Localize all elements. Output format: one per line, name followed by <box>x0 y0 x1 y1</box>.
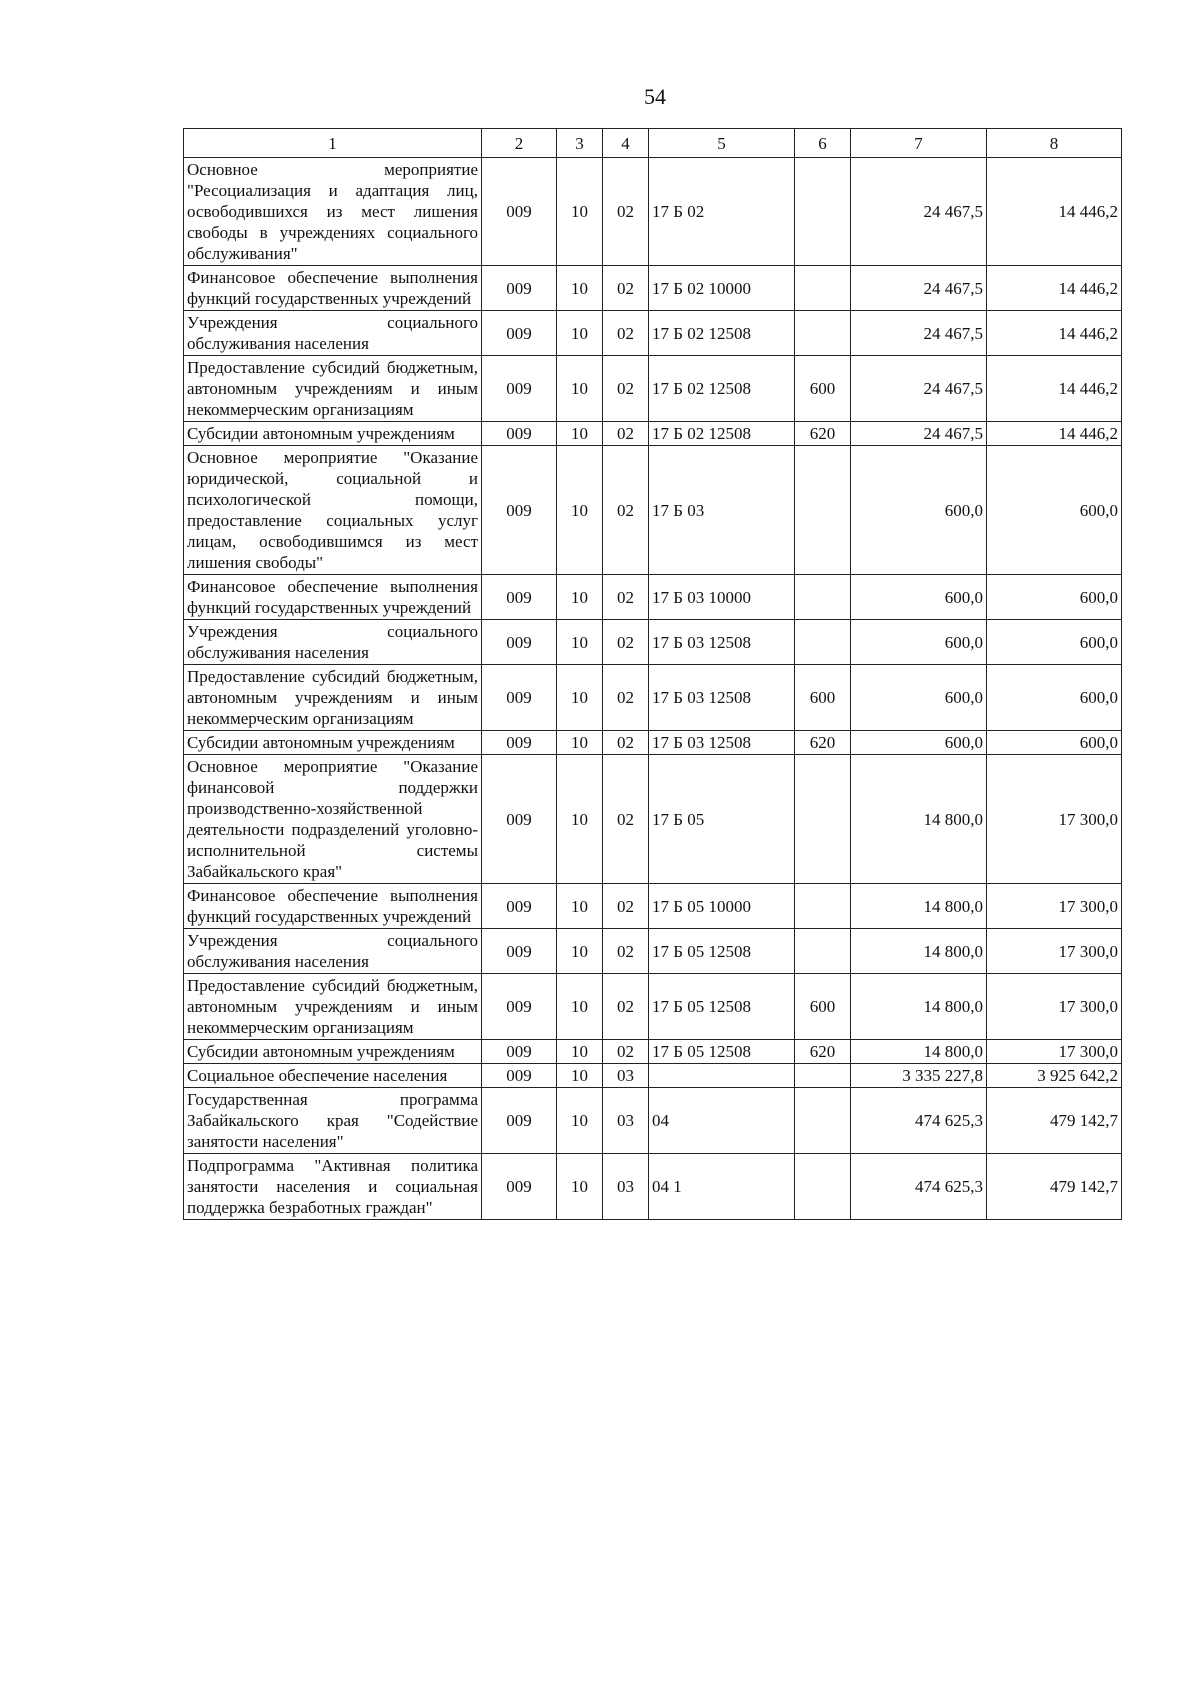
expense-type-cell: 600 <box>795 356 851 422</box>
amount-year2-cell: 600,0 <box>987 620 1122 665</box>
amount-year1-cell: 14 800,0 <box>851 755 987 884</box>
table-row <box>184 665 1122 731</box>
subsection-code-cell: 02 <box>603 731 649 755</box>
section-code-cell: 10 <box>557 1154 603 1220</box>
page-number: 54 <box>644 84 666 109</box>
expense-type-cell <box>795 311 851 356</box>
expense-type-cell <box>795 158 851 266</box>
subsection-code-cell: 02 <box>603 575 649 620</box>
expense-type-cell <box>795 884 851 929</box>
target-article-cell: 17 Б 03 12508 <box>649 665 795 731</box>
subsection-code-cell: 03 <box>603 1064 649 1088</box>
amount-year1-cell: 24 467,5 <box>851 356 987 422</box>
target-article-cell: 04 1 <box>649 1154 795 1220</box>
expense-type-cell <box>795 1064 851 1088</box>
table-row <box>184 620 1122 665</box>
ministry-code-cell: 009 <box>482 1088 557 1154</box>
amount-year1-cell: 14 800,0 <box>851 929 987 974</box>
ministry-code-cell: 009 <box>482 266 557 311</box>
expense-type-cell: 620 <box>795 731 851 755</box>
column-header: 4 <box>603 129 649 158</box>
table-row <box>184 575 1122 620</box>
table-row <box>184 356 1122 422</box>
column-header: 1 <box>184 129 482 158</box>
amount-year1-cell: 24 467,5 <box>851 266 987 311</box>
table-row <box>184 158 1122 266</box>
subsection-code-cell: 02 <box>603 266 649 311</box>
column-header: 3 <box>557 129 603 158</box>
subsection-code-cell: 02 <box>603 665 649 731</box>
amount-year2-cell: 3 925 642,2 <box>987 1064 1122 1088</box>
row-name-cell: Предоставление субсидий бюджетным, автономным учреждениям и иным некоммерческим организациям <box>184 356 482 422</box>
column-header: 5 <box>649 129 795 158</box>
table-row <box>184 1040 1122 1064</box>
subsection-code-cell: 02 <box>603 311 649 356</box>
table-row <box>184 974 1122 1040</box>
ministry-code-cell: 009 <box>482 1154 557 1220</box>
subsection-code-cell: 02 <box>603 929 649 974</box>
section-code-cell: 10 <box>557 884 603 929</box>
subsection-code-cell: 02 <box>603 1040 649 1064</box>
target-article-cell: 17 Б 03 12508 <box>649 731 795 755</box>
row-name-cell: Предоставление субсидий бюджетным, автономным учреждениям и иным некоммерческим организациям <box>184 974 482 1040</box>
ministry-code-cell: 009 <box>482 446 557 575</box>
ministry-code-cell: 009 <box>482 755 557 884</box>
amount-year1-cell: 14 800,0 <box>851 1040 987 1064</box>
amount-year1-cell: 24 467,5 <box>851 311 987 356</box>
amount-year1-cell: 14 800,0 <box>851 974 987 1040</box>
row-name-cell: Предоставление субсидий бюджетным, автономным учреждениям и иным некоммерческим организациям <box>184 665 482 731</box>
column-header: 7 <box>851 129 987 158</box>
amount-year1-cell: 600,0 <box>851 731 987 755</box>
column-header: 6 <box>795 129 851 158</box>
subsection-code-cell: 02 <box>603 158 649 266</box>
ministry-code-cell: 009 <box>482 575 557 620</box>
amount-year2-cell: 600,0 <box>987 446 1122 575</box>
amount-year1-cell: 24 467,5 <box>851 422 987 446</box>
expense-type-cell: 620 <box>795 422 851 446</box>
amount-year1-cell: 474 625,3 <box>851 1088 987 1154</box>
section-code-cell: 10 <box>557 755 603 884</box>
target-article-cell: 17 Б 03 10000 <box>649 575 795 620</box>
ministry-code-cell: 009 <box>482 356 557 422</box>
table-body <box>184 158 1122 1220</box>
amount-year2-cell: 600,0 <box>987 575 1122 620</box>
ministry-code-cell: 009 <box>482 1040 557 1064</box>
row-name-cell: Финансовое обеспечение выполнения функций государственных учреждений <box>184 575 482 620</box>
expense-type-cell: 600 <box>795 974 851 1040</box>
ministry-code-cell: 009 <box>482 620 557 665</box>
column-header: 2 <box>482 129 557 158</box>
amount-year1-cell: 474 625,3 <box>851 1154 987 1220</box>
row-name-cell: Основное мероприятие "Оказание юридической, социальной и психологической помощи, предоставление социальных услуг лицам, освободившимся из мест лишения свободы" <box>184 446 482 575</box>
amount-year2-cell: 14 446,2 <box>987 422 1122 446</box>
subsection-code-cell: 03 <box>603 1088 649 1154</box>
amount-year2-cell: 479 142,7 <box>987 1154 1122 1220</box>
expense-type-cell: 620 <box>795 1040 851 1064</box>
ministry-code-cell: 009 <box>482 665 557 731</box>
table-row <box>184 311 1122 356</box>
row-name-cell: Субсидии автономным учреждениям <box>184 731 482 755</box>
table-row <box>184 731 1122 755</box>
amount-year2-cell: 600,0 <box>987 731 1122 755</box>
target-article-cell: 17 Б 02 10000 <box>649 266 795 311</box>
table-row <box>184 929 1122 974</box>
subsection-code-cell: 02 <box>603 755 649 884</box>
section-code-cell: 10 <box>557 665 603 731</box>
table-row <box>184 422 1122 446</box>
amount-year2-cell: 17 300,0 <box>987 884 1122 929</box>
target-article-cell: 17 Б 02 12508 <box>649 422 795 446</box>
expense-type-cell <box>795 755 851 884</box>
row-name-cell: Основное мероприятие "Ресоциализация и адаптация лиц, освободившихся из мест лишения свободы в учреждениях социального обслуживания" <box>184 158 482 266</box>
amount-year1-cell: 14 800,0 <box>851 884 987 929</box>
section-code-cell: 10 <box>557 1088 603 1154</box>
table-row <box>184 266 1122 311</box>
subsection-code-cell: 02 <box>603 974 649 1040</box>
row-name-cell: Учреждения социального обслуживания населения <box>184 311 482 356</box>
amount-year2-cell: 14 446,2 <box>987 158 1122 266</box>
section-code-cell: 10 <box>557 620 603 665</box>
ministry-code-cell: 009 <box>482 422 557 446</box>
table-row <box>184 884 1122 929</box>
section-code-cell: 10 <box>557 1040 603 1064</box>
target-article-cell: 17 Б 03 <box>649 446 795 575</box>
section-code-cell: 10 <box>557 356 603 422</box>
amount-year1-cell: 600,0 <box>851 446 987 575</box>
amount-year2-cell: 17 300,0 <box>987 974 1122 1040</box>
section-code-cell: 10 <box>557 929 603 974</box>
ministry-code-cell: 009 <box>482 158 557 266</box>
target-article-cell: 17 Б 05 12508 <box>649 929 795 974</box>
expense-type-cell <box>795 266 851 311</box>
table-header-row <box>184 129 1122 158</box>
section-code-cell: 10 <box>557 575 603 620</box>
target-article-cell: 17 Б 03 12508 <box>649 620 795 665</box>
amount-year2-cell: 17 300,0 <box>987 755 1122 884</box>
row-name-cell: Учреждения социального обслуживания населения <box>184 929 482 974</box>
amount-year1-cell: 24 467,5 <box>851 158 987 266</box>
budget-table <box>183 128 1122 1220</box>
table-row <box>184 755 1122 884</box>
ministry-code-cell: 009 <box>482 929 557 974</box>
table-row <box>184 1064 1122 1088</box>
subsection-code-cell: 02 <box>603 884 649 929</box>
expense-type-cell <box>795 1154 851 1220</box>
section-code-cell: 10 <box>557 266 603 311</box>
column-header: 8 <box>987 129 1122 158</box>
target-article-cell: 17 Б 05 12508 <box>649 1040 795 1064</box>
section-code-cell: 10 <box>557 158 603 266</box>
amount-year1-cell: 600,0 <box>851 620 987 665</box>
expense-type-cell <box>795 620 851 665</box>
expense-type-cell <box>795 929 851 974</box>
section-code-cell: 10 <box>557 974 603 1040</box>
section-code-cell: 10 <box>557 446 603 575</box>
target-article-cell: 04 <box>649 1088 795 1154</box>
table-row <box>184 1154 1122 1220</box>
row-name-cell: Субсидии автономным учреждениям <box>184 1040 482 1064</box>
ministry-code-cell: 009 <box>482 311 557 356</box>
expense-type-cell <box>795 1088 851 1154</box>
section-code-cell: 10 <box>557 311 603 356</box>
row-name-cell: Субсидии автономным учреждениям <box>184 422 482 446</box>
ministry-code-cell: 009 <box>482 1064 557 1088</box>
table-row <box>184 1088 1122 1154</box>
expense-type-cell <box>795 446 851 575</box>
target-article-cell: 17 Б 05 10000 <box>649 884 795 929</box>
amount-year2-cell: 14 446,2 <box>987 356 1122 422</box>
amount-year2-cell: 17 300,0 <box>987 1040 1122 1064</box>
ministry-code-cell: 009 <box>482 884 557 929</box>
row-name-cell: Учреждения социального обслуживания населения <box>184 620 482 665</box>
subsection-code-cell: 03 <box>603 1154 649 1220</box>
amount-year1-cell: 3 335 227,8 <box>851 1064 987 1088</box>
expense-type-cell: 600 <box>795 665 851 731</box>
row-name-cell: Основное мероприятие "Оказание финансовой поддержки производственно-хозяйственной деятельности подразделений уголовно-исполнительной системы Забайкальского края" <box>184 755 482 884</box>
ministry-code-cell: 009 <box>482 974 557 1040</box>
amount-year2-cell: 14 446,2 <box>987 311 1122 356</box>
amount-year2-cell: 14 446,2 <box>987 266 1122 311</box>
amount-year1-cell: 600,0 <box>851 665 987 731</box>
target-article-cell: 17 Б 02 12508 <box>649 311 795 356</box>
row-name-cell: Государственная программа Забайкальского края "Содействие занятости населения" <box>184 1088 482 1154</box>
table-row <box>184 446 1122 575</box>
target-article-cell <box>649 1064 795 1088</box>
section-code-cell: 10 <box>557 422 603 446</box>
ministry-code-cell: 009 <box>482 731 557 755</box>
target-article-cell: 17 Б 02 <box>649 158 795 266</box>
amount-year1-cell: 600,0 <box>851 575 987 620</box>
subsection-code-cell: 02 <box>603 620 649 665</box>
target-article-cell: 17 Б 05 12508 <box>649 974 795 1040</box>
row-name-cell: Финансовое обеспечение выполнения функций государственных учреждений <box>184 266 482 311</box>
subsection-code-cell: 02 <box>603 422 649 446</box>
target-article-cell: 17 Б 02 12508 <box>649 356 795 422</box>
amount-year2-cell: 600,0 <box>987 665 1122 731</box>
subsection-code-cell: 02 <box>603 446 649 575</box>
row-name-cell: Подпрограмма "Активная политика занятости населения и социальная поддержка безработных граждан" <box>184 1154 482 1220</box>
row-name-cell: Социальное обеспечение населения <box>184 1064 482 1088</box>
expense-type-cell <box>795 575 851 620</box>
section-code-cell: 10 <box>557 1064 603 1088</box>
amount-year2-cell: 479 142,7 <box>987 1088 1122 1154</box>
row-name-cell: Финансовое обеспечение выполнения функций государственных учреждений <box>184 884 482 929</box>
subsection-code-cell: 02 <box>603 356 649 422</box>
amount-year2-cell: 17 300,0 <box>987 929 1122 974</box>
target-article-cell: 17 Б 05 <box>649 755 795 884</box>
section-code-cell: 10 <box>557 731 603 755</box>
